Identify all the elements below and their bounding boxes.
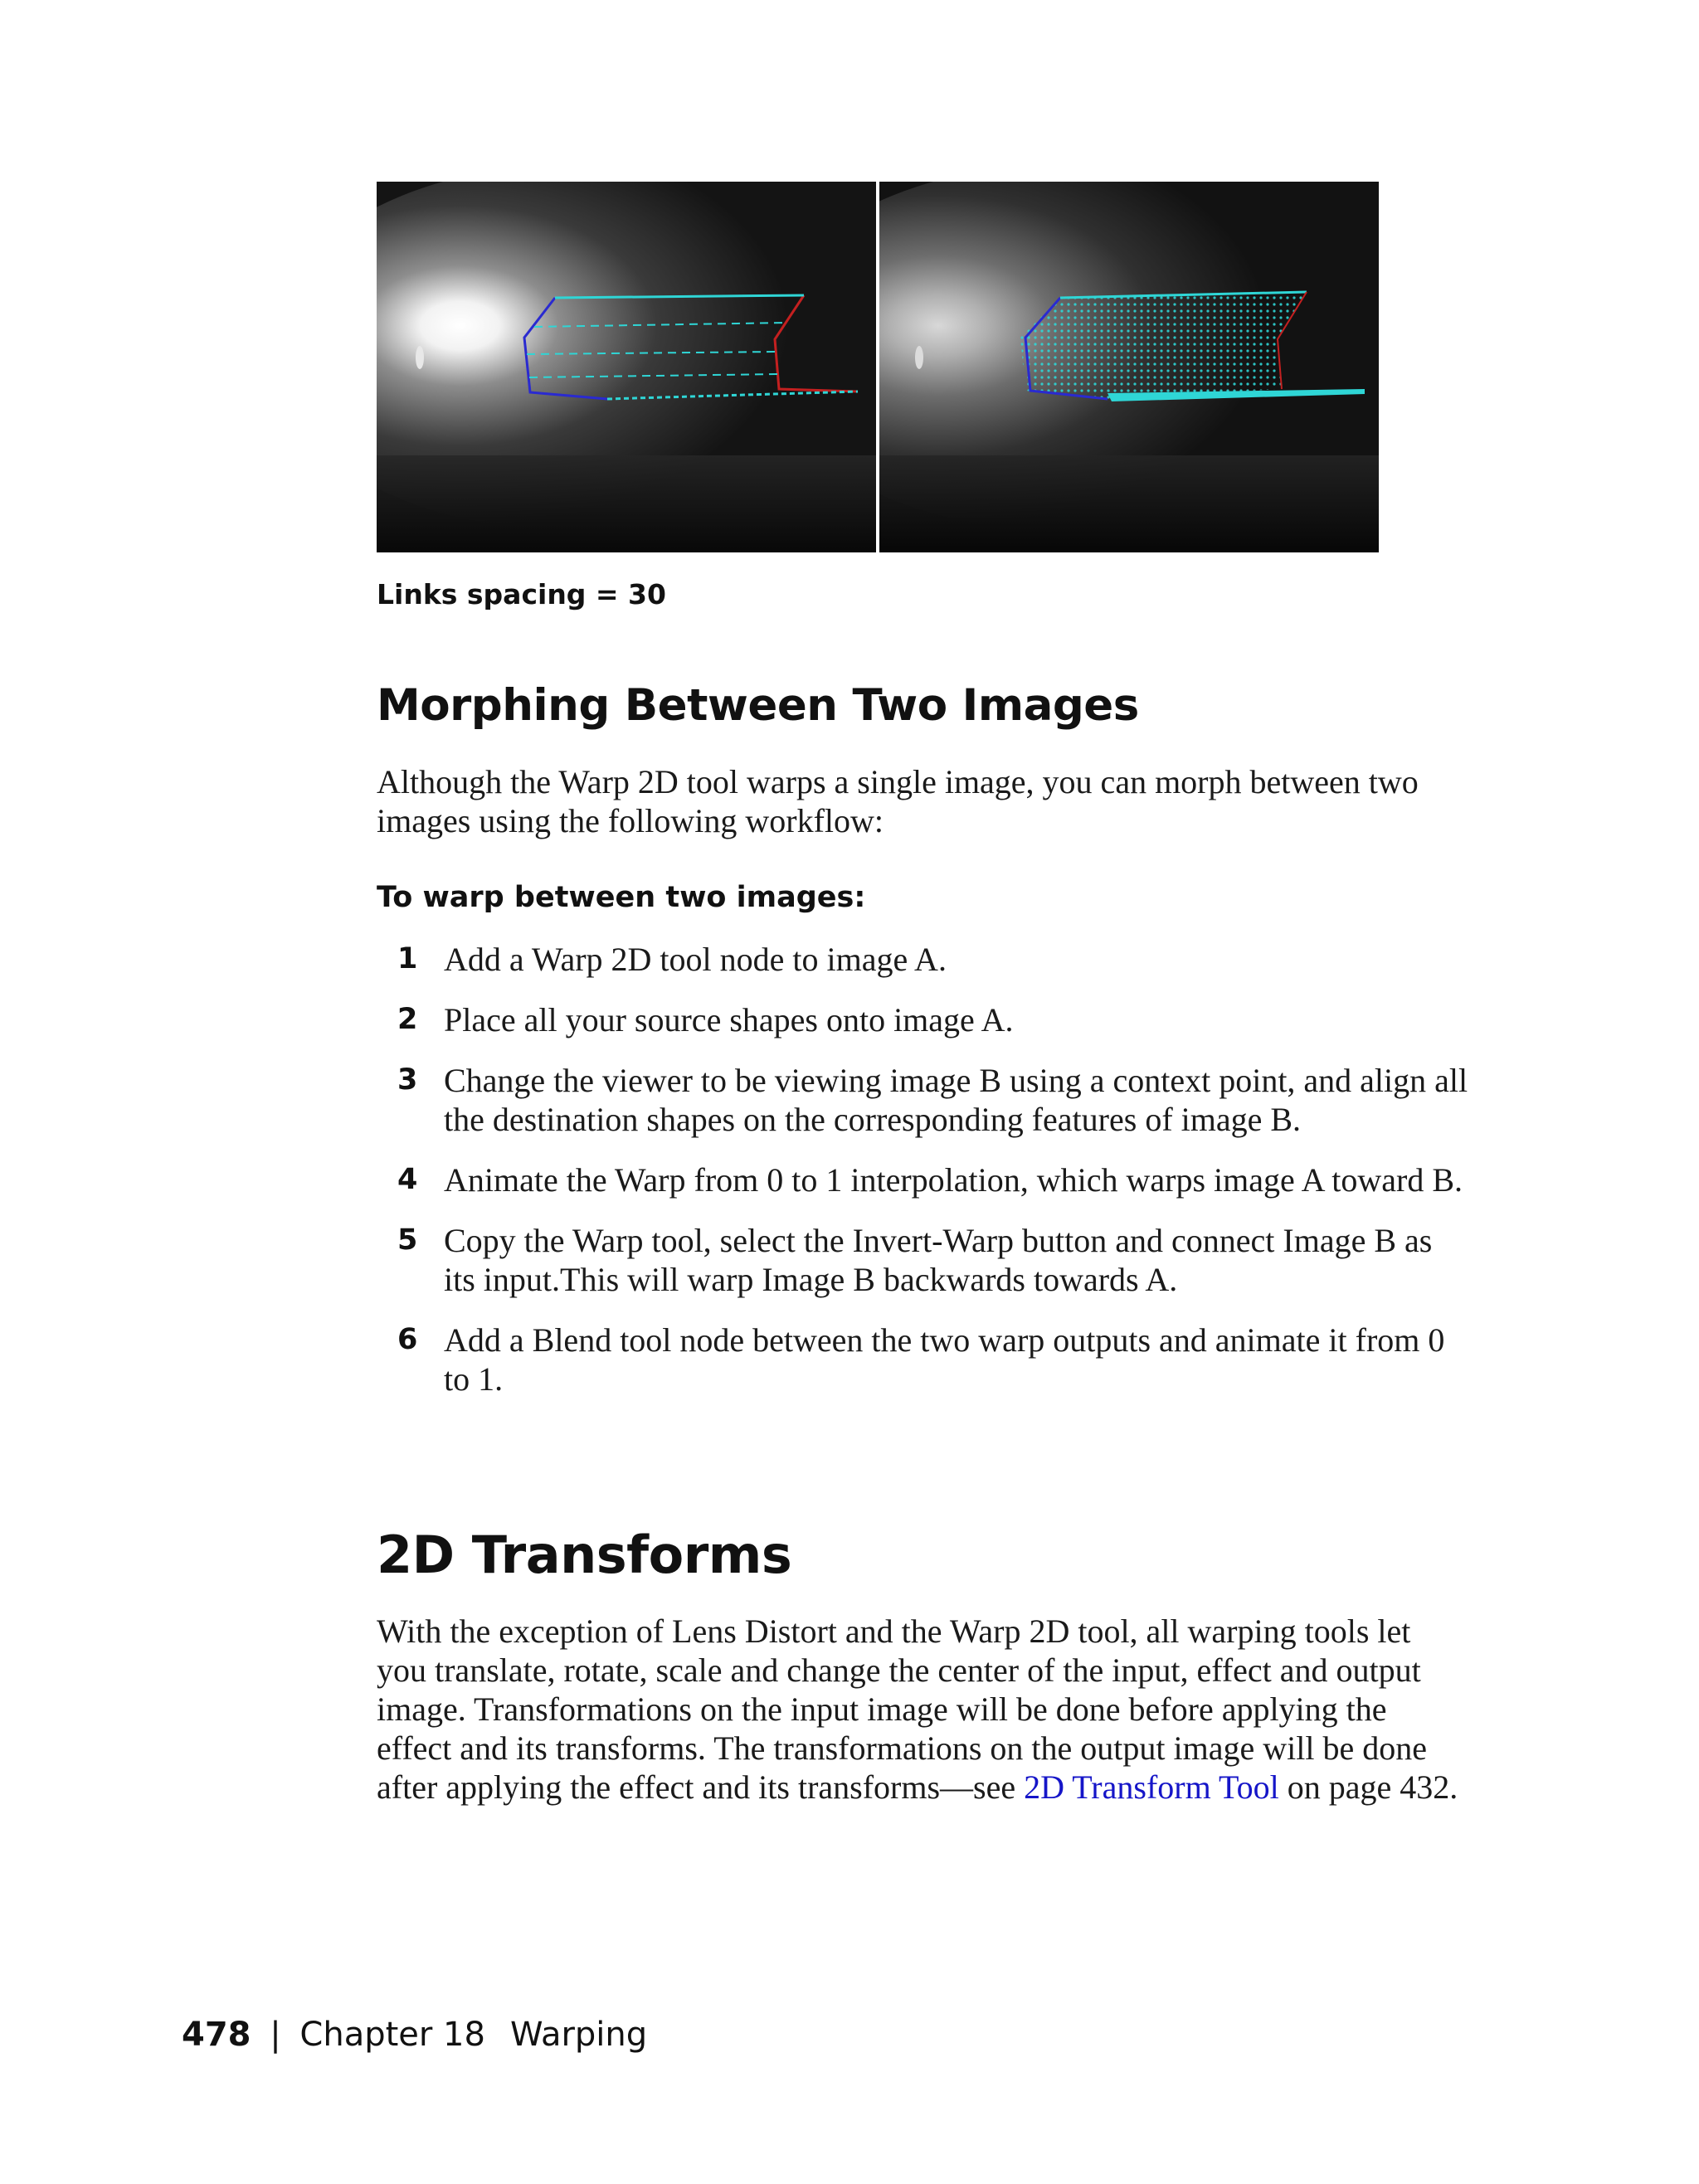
morph-intro-paragraph: Although the Warp 2D tool warps a single image, you can morph between two images using the following workflow: <box>377 763 1419 839</box>
step-text: Add a Warp 2D tool node to image A. <box>444 941 947 978</box>
step-number: 5 <box>397 1223 418 1257</box>
step-number: 3 <box>397 1063 418 1097</box>
procedure-steps-list <box>377 940 1472 1420</box>
step-number: 2 <box>397 1003 418 1036</box>
list-item <box>377 1321 1472 1398</box>
step-text: Change the viewer to be viewing image B using a context point, and align all the destination shapes on the corresponding features of image B. <box>444 1062 1468 1138</box>
list-item <box>377 1221 1472 1299</box>
step-text: Copy the Warp tool, select the Invert-Warp button and connect Image B as its input.This will warp Image B backwards towards A. <box>444 1222 1433 1298</box>
2d-transform-tool-link[interactable]: 2D Transform Tool <box>1024 1768 1279 1806</box>
figure-caption: Links spacing = 30 <box>377 578 666 610</box>
step-number: 4 <box>397 1163 418 1196</box>
step-number: 1 <box>397 942 418 975</box>
footer-separator: | <box>270 2016 281 2054</box>
transforms-text-after-link: on page 432. <box>1278 1768 1458 1806</box>
list-item <box>377 1000 1472 1039</box>
warp-figure <box>377 182 1379 552</box>
step-text: Add a Blend tool node between the two warp outputs and animate it from 0 to 1. <box>444 1321 1445 1398</box>
list-item <box>377 940 1472 979</box>
list-item <box>377 1160 1472 1199</box>
section-heading-2d-transforms: 2D Transforms <box>377 1525 792 1585</box>
section-heading-morphing: Morphing Between Two Images <box>377 680 1139 731</box>
footer-chapter: Chapter 18 <box>299 2016 485 2054</box>
viewer-image-right <box>879 182 1379 552</box>
step-text: Animate the Warp from 0 to 1 interpolation, which warps image A toward B. <box>444 1161 1463 1199</box>
viewer-image-left <box>377 182 876 552</box>
step-text: Place all your source shapes onto image A. <box>444 1001 1014 1038</box>
page-footer <box>182 2016 647 2054</box>
transforms-text: With the exception of Lens Distort and the Warp 2D tool, all warping tools let you translate, rotate, scale and change the center of the input, effect and output image. Transformations on the input image will be done before applying the effect and its transforms. The transformations on the output image will be done after applying the effect and its transforms—see <box>377 1612 1427 1806</box>
list-item <box>377 1061 1472 1139</box>
step-number: 6 <box>397 1323 418 1356</box>
procedure-title: To warp between two images: <box>377 881 866 914</box>
footer-chapter-title: Warping <box>509 2016 648 2054</box>
transforms-paragraph <box>377 1612 1463 1807</box>
page-number: 478 <box>182 2016 251 2054</box>
